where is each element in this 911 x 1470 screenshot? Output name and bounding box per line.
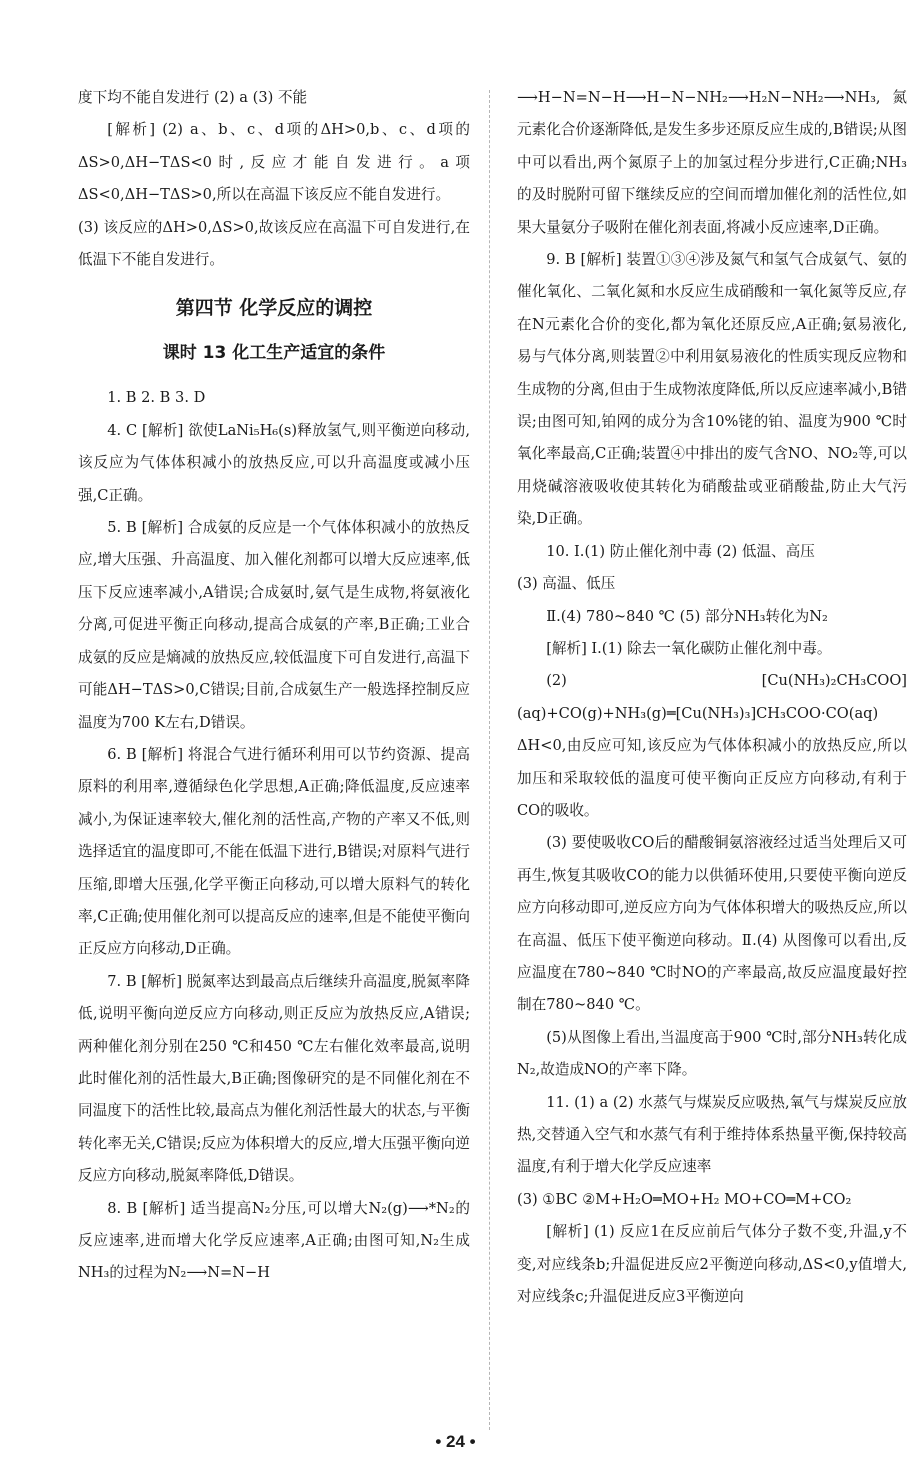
lesson-title: 课时 13 化工生产适宜的条件 [162, 343, 386, 364]
question-10-answer-a: 10. Ⅰ.(1) 防止催化剂中毒 (2) 低温、高压 [546, 542, 815, 560]
intro-explanation-3: (3) 该反应的ΔH>0,ΔS>0,故该反应在高温下可自发进行,在低温下不能自发进行。 [78, 218, 470, 269]
question-4: 4. C [解析] 欲使LaNi₅H₆(s)释放氢气,则平衡逆向移动,该反应为气体体积减小的放热反应,可以升高温度或减小压强,C正确。 [78, 421, 470, 504]
question-10-explanation-1: [解析] Ⅰ.(1) 除去一氧化碳防止催化剂中毒。 [546, 639, 832, 657]
page-number: • 24 • [435, 1432, 476, 1451]
question-5: 5. B [解析] 合成氨的反应是一个气体体积减小的放热反应,增大压强、升高温度、加入催化剂都可以增大反应速率,低压下反应速率减小,A错误;合成氨时,氨气是生成物,将氨液化分离,可促进平衡正向移动,提高合成氨的产率,B正确;工业合成氨的反应是熵减的放热反应,较低温度下可自发进行,高温下可能ΔH−TΔS>0,C错误;目前,合成氨生产一般选择控制反应温度为700 K左右,D错误。 [78, 519, 470, 731]
question-8-continued: ⟶H−N=N−H⟶H−N−NH₂⟶H₂N−NH₂⟶NH₃,氮元素化合价逐渐降低,是发生多步还原反应生成的,B错误;从图中可以看出,两个氮原子上的加氢过程分步进行,C正确;NH₃的及时脱附可留下继续反应的空间而增加催化剂的活性位,如果大量氨分子吸附在催化剂表面,将减小反应速率,D正确。 [517, 89, 907, 236]
intro-explanation-2: [解析] (2) a、b、c、d项的ΔH>0,b、c、d项的ΔS>0,ΔH−TΔS<0时,反应才能自发进行。a项ΔS<0,ΔH−TΔS>0,所以在高温下该反应不能自发进行。 [78, 121, 470, 204]
column-divider [489, 90, 490, 1430]
question-6: 6. B [解析] 将混合气进行循环利用可以节约资源、提高原料的利用率,遵循绿色化学思想,A正确;降低温度,反应速率减小,为保证速率较大,催化剂的活性高,产物的产率又不低,则选择适宜的温度即可,不能在低温下进行,B错误;对原料气进行压缩,即增大压强,化学平衡正向移动,可以增大原料气的转化率,C正确;使用催化剂可以提高反应的速率,但是不能使平衡向正反应方向移动,D正确。 [78, 745, 470, 958]
question-7: 7. B [解析] 脱氮率达到最高点后继续升高温度,脱氮率降低,说明平衡向逆反应方向移动,则正反应为放热反应,A错误;两种催化剂分别在250 ℃和450 ℃左右催化效率最高,说明此时催化剂的活性最大,B正确;图像研究的是不同催化剂在不同温度下的活性比较,最高点为催化剂活性最大的状态,与平衡转化率无关,C错误;反应为体积增大的反应,增大压强平衡向逆反应方向移动,脱氮率降低,D错误。 [78, 972, 470, 1185]
question-10-explanation-4: (5)从图像上看出,当温度高于900 ℃时,部分NH₃转化成N₂,故造成NO的产率下降。 [517, 1028, 907, 1079]
section-title: 第四节 化学反应的调控 [175, 297, 373, 320]
question-10-answer-c: Ⅱ.(4) 780~840 ℃ (5) 部分NH₃转化为N₂ [546, 607, 828, 625]
question-10-explanation-3: (3) 要使吸收CO后的醋酸铜氨溶液经过适当处理后又可再生,恢复其吸收CO的能力以供循环使用,只要使平衡向逆反应方向移动即可,逆反应方向为气体体积增大的吸热反应,所以在高温、低压下使平衡逆向移动。Ⅱ.(4) 从图像可以看出,反应温度在780~840 ℃时NO的产率最高,故反应温度最好控制在780~840 ℃。 [517, 834, 907, 1014]
question-9: 9. B [解析] 装置①③④涉及氮气和氢气合成氨气、氨的催化氧化、二氧化氮和水反应生成硝酸和一氧化氮等反应,存在N元素化合价的变化,都为氧化还原反应,A正确;氨易液化,易与气体分离,则装置②中利用氨易液化的性质实现反应物和生成物的分离,但由于生成物浓度降低,所以反应速率减小,B错误;由图可知,铂网的成分为含10%铑的铂、温度为900 ℃时氧化率最高,C正确;装置④中排出的废气含NO、NO₂等,可以用烧碱溶液吸收使其转化为硝酸盐或亚硝酸盐,防止大气污染,D正确。 [517, 251, 907, 528]
question-10-explanation-2: (2) [Cu(NH₃)₂CH₃COO](aq)+CO(g)+NH₃(g)═[Cu(NH₃)₃]CH₃COO·CO(aq) ΔH<0,由反应可知,该反应为气体体积减小的放热反应,所以加压和采取较低的温度可使平衡向正反应方向移动,有利于CO的吸收。 [517, 672, 907, 819]
question-11-answer-a: 11. (1) a (2) 水蒸气与煤炭反应吸热,氧气与煤炭反应放热,交替通入空气和水蒸气有利于维持体系热量平衡,保持较高温度,有利于增大化学反应速率 [517, 1093, 907, 1176]
question-10-answer-b: (3) 高温、低压 [517, 575, 616, 593]
question-11-answer-b: (3) ①BC ②M+H₂O═MO+H₂ MO+CO═M+CO₂ [517, 1190, 852, 1208]
answers-1-3: 1. B 2. B 3. D [107, 389, 206, 407]
question-11-explanation: [解析] (1) 反应1在反应前后气体分子数不变,升温,y不变,对应线条b;升温促进反应2平衡逆向移动,ΔS<0,y值增大,对应线条c;升温促进反应3平衡逆向 [517, 1223, 907, 1306]
right-column [517, 82, 907, 1313]
left-column [78, 82, 470, 1290]
intro-answer-line: 度下均不能自发进行 (2) a (3) 不能 [78, 89, 308, 106]
question-8-start: 8. B [解析] 适当提高N₂分压,可以增大N₂(g)⟶*N₂的反应速率,进而增大化学反应速率,A正确;由图可知,N₂生成NH₃的过程为N₂⟶N=N−H [78, 1199, 470, 1282]
